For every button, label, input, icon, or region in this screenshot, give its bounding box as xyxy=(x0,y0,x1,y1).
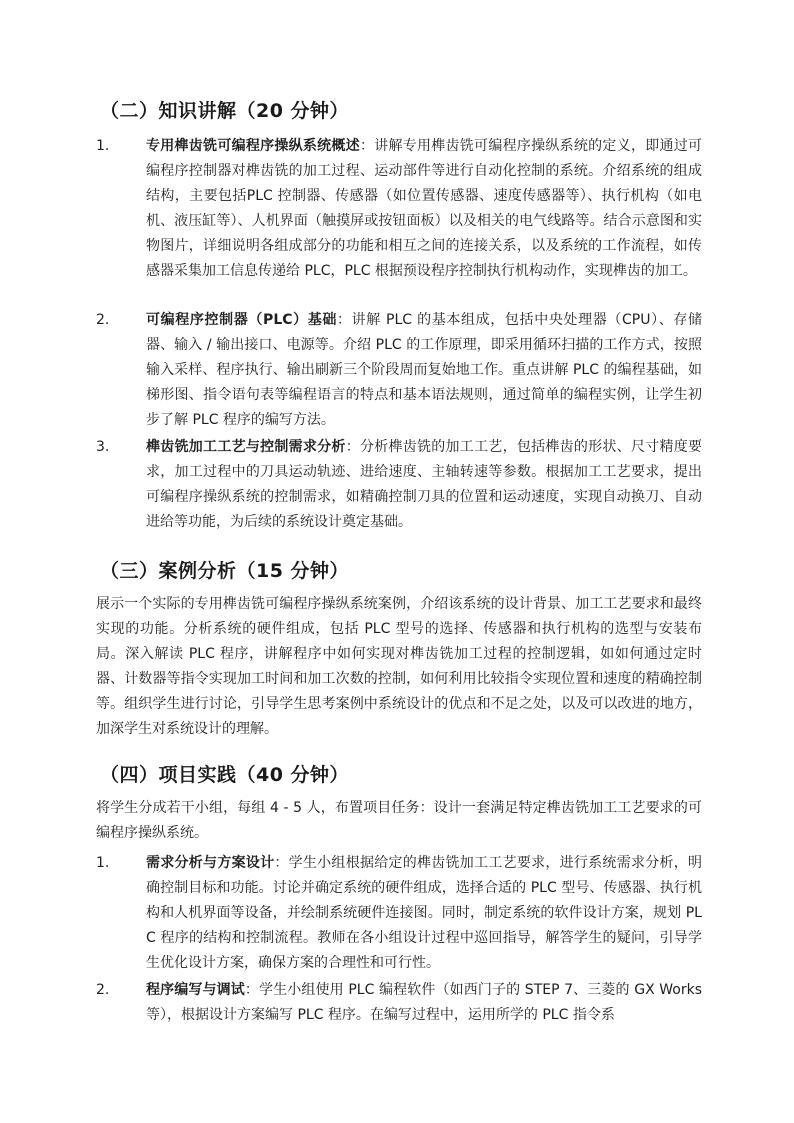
list-item-title: 需求分析与方案设计 xyxy=(146,855,275,871)
list-item-text: ：讲解 PLC 的基本组成，包括中央处理器（CPU）、存储器、输入 / 输出接口、电源等。介绍 PLC 的工作原理，即采用循环扫描的工作方式，按照输入采样、程序执行、输出刷新三个阶段周而复始地工作。重点讲解 PLC 的编程基础，如梯形图、指令语句表等编程语言的特点和基本语法规则，通过简单的编程实例，让学生初步了解 PLC 程序的编写方法。 xyxy=(146,312,702,428)
list-number: 3. xyxy=(96,439,110,455)
list-item xyxy=(96,851,702,976)
list-item-text: ：讲解专用榫齿铣可编程序操纵系统的定义，即通过可编程序控制器对榫齿铣的加工过程、运动部件等进行自动化控制的系统。介绍系统的组成结构，主要包括PLC 控制器、传感器（如位置传感器、速度传感器等）、执行机构（如电机、液压缸等）、人机界面（触摸屏或按钮面板）以及相关的电气线路等。结合示意图和实物图片，详细说明各组成部分的功能和相互之间的连接关系，以及系统的工作流程，如传感器采集加工信息传递给 PLC，PLC 根据预设程序控制执行机构动作，实现榫齿的加工。 xyxy=(146,138,703,279)
list-item xyxy=(96,308,702,433)
list-item-text: ：分析榫齿铣的加工工艺，包括榫齿的形状、尺寸精度要求，加工过程中的刀具运动轨迹、进给速度、主轴转速等参数。根据加工工艺要求，提出可编程序操纵系统的控制需求，如精确控制刀具的位置和运动速度，实现自动换刀、自动进给等功能，为后续的系统设计奠定基础。 xyxy=(146,439,703,530)
list-item-title: 专用榫齿铣可编程序操纵系统概述 xyxy=(146,138,360,154)
list-number: 1. xyxy=(96,855,110,871)
list-item-body xyxy=(146,435,702,535)
list-item-body xyxy=(146,978,702,1028)
list-item xyxy=(96,978,702,1028)
section-heading-project-practice: （四）项目实践（40 分钟） xyxy=(100,764,350,786)
section-heading-case-analysis: （三）案例分析（15 分钟） xyxy=(100,560,350,582)
list-item-title: 程序编写与调试 xyxy=(146,982,245,998)
list-item-body xyxy=(146,308,702,433)
list-number: 2. xyxy=(96,982,110,998)
list-item xyxy=(96,435,702,535)
section-paragraph: 将学生分成若干小组，每组 4 - 5 人，布置项目任务：设计一套满足特定榫齿铣加工工艺要求的可编程序操纵系统。 xyxy=(96,800,702,841)
list-item-title: 榫齿铣加工工艺与控制需求分析 xyxy=(146,439,346,455)
section-heading-knowledge: （二）知识讲解（20 分钟） xyxy=(100,100,350,122)
list-number: 2. xyxy=(96,312,110,328)
section-paragraph: 展示一个实际的专用榫齿铣可编程序操纵系统案例，介绍该系统的设计背景、加工工艺要求和最终实现的功能。分析系统的硬件组成，包括 PLC 型号的选择、传感器和执行机构的选型与安装布局。深入解读 PLC 程序，讲解程序中如何实现对榫齿铣加工过程的控制逻辑，如如何通过定时器、计数器等指令实现加工时间和加工次数的控制，如何利用比较指令实现位置和速度的精确控制等。组织学生进行讨论，引导学生思考案例中系统设计的优点和不足之处，以及可以改进的地方，加深学生对系统设计的理解。 xyxy=(96,596,702,737)
list-item-text: ：学生小组使用 PLC 编程软件（如西门子的 STEP 7、三菱的 GX Works 等），根据设计方案编写 PLC 程序。在编写过程中，运用所学的 PLC 指令系 xyxy=(146,982,702,1023)
list-item-text: ：学生小组根据给定的榫齿铣加工工艺要求，进行系统需求分析，明确控制目标和功能。讨论并确定系统的硬件组成，选择合适的 PLC 型号、传感器、执行机构和人机界面等设备，并绘制系统硬件连接图。同时，制定系统的软件设计方案，规划 PLC 程序的结构和控制流程。教师在各小组设计过程中巡回指导，解答学生的疑问，引导学生优化设计方案，确保方案的合理性和可行性。 xyxy=(146,855,703,971)
list-item-title: 可编程序控制器（PLC）基础 xyxy=(146,312,338,328)
list-item xyxy=(96,134,702,284)
list-item-body xyxy=(146,851,702,976)
list-item-body xyxy=(146,134,702,284)
list-number: 1. xyxy=(96,138,110,154)
